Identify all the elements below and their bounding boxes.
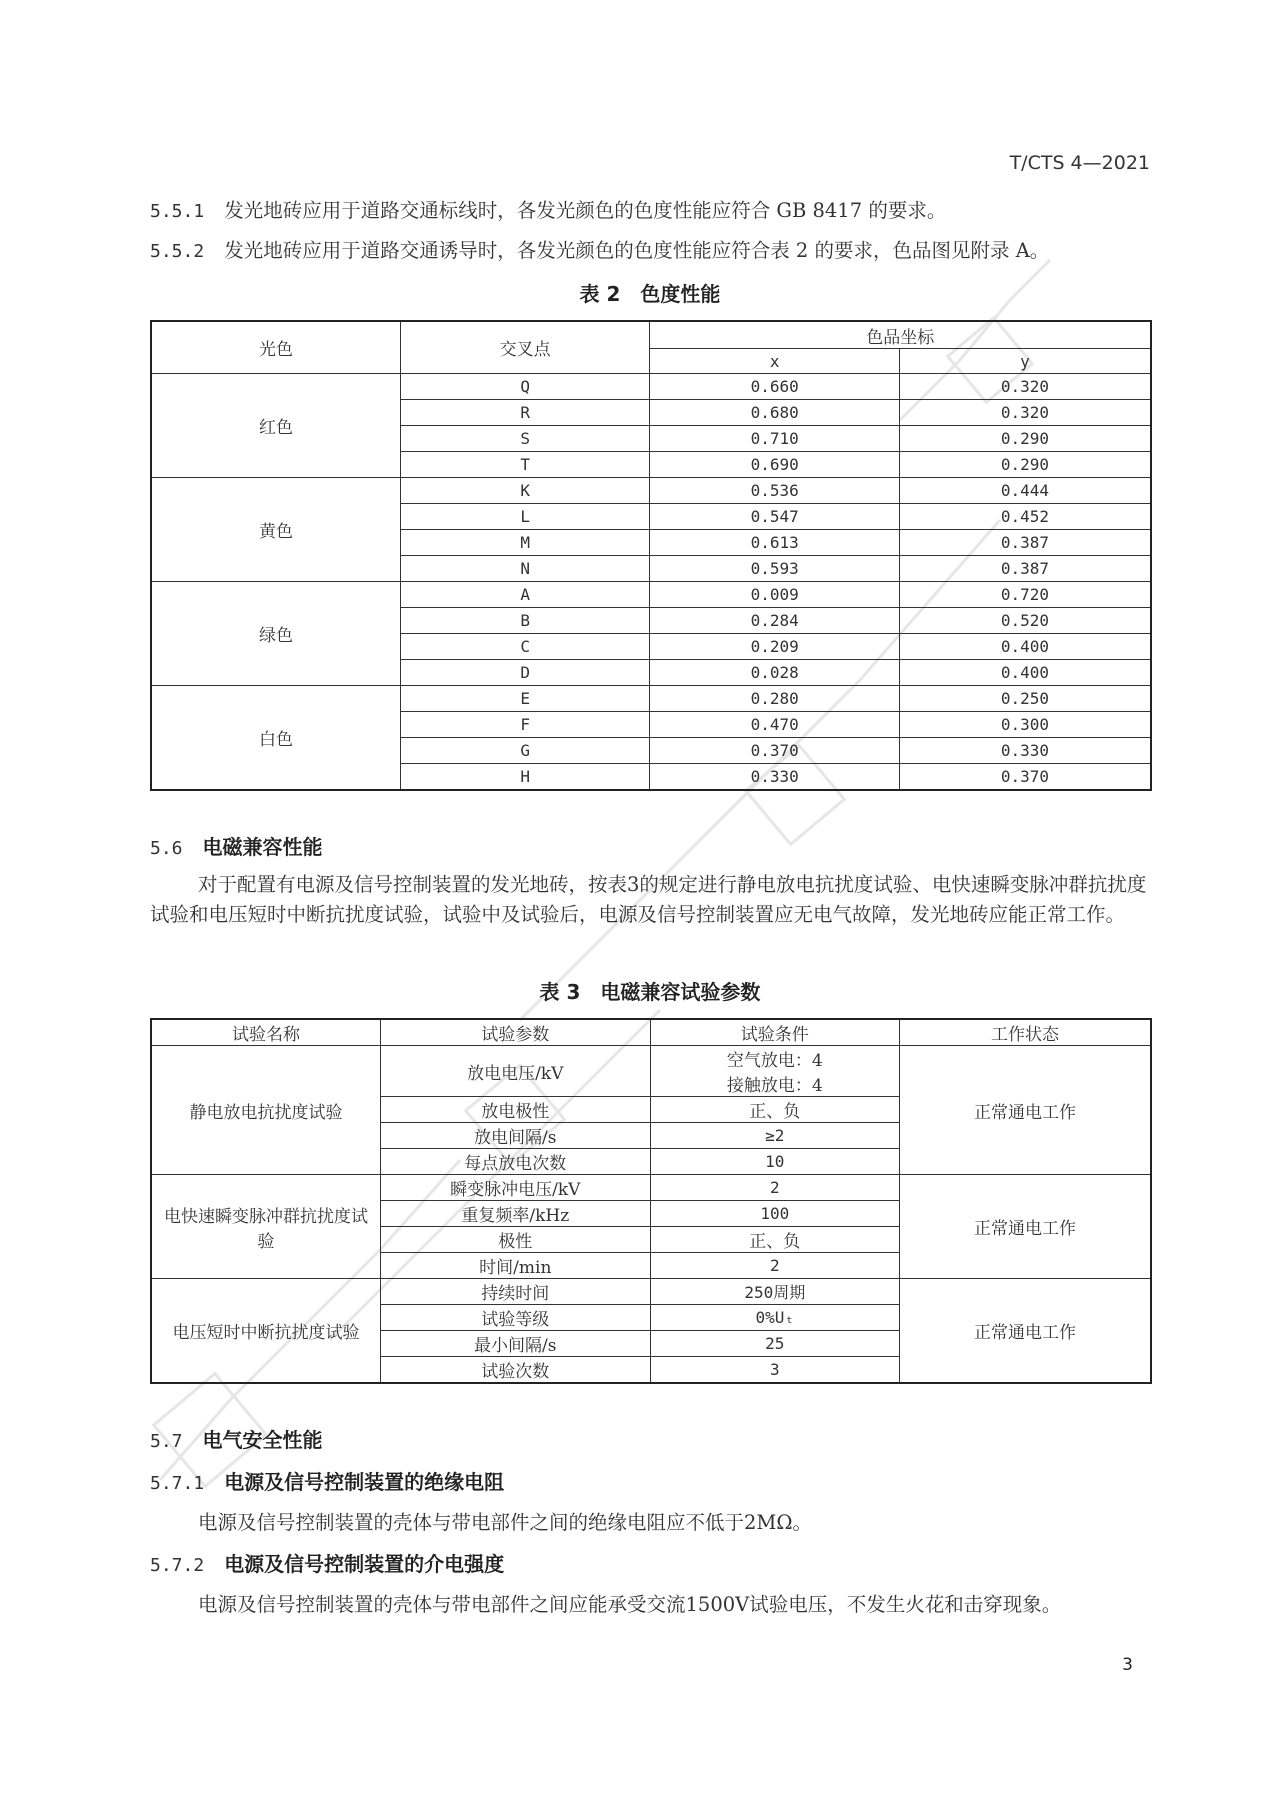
clause-text: 发光地砖应用于道路交通诱导时，各发光颜色的色度性能应符合表 2 的要求，色品图见附录 A。	[224, 239, 1050, 262]
test-param-cell: 放电间隔/s	[381, 1123, 651, 1149]
test-param-cell: 时间/min	[381, 1253, 651, 1279]
point-cell: F	[400, 712, 649, 738]
point-cell: B	[400, 608, 649, 634]
condition-line: 空气放电：4	[726, 1051, 823, 1071]
x-value-cell: 0.593	[650, 556, 900, 582]
y-value-cell: 0.444	[899, 478, 1151, 504]
x-value-cell: 0.690	[650, 452, 900, 478]
clause-number: 5.7.1	[150, 1473, 205, 1494]
color-name-cell: 白色	[151, 686, 400, 791]
section-5-6-heading	[150, 832, 1150, 864]
section-5-6-body: 对于配置有电源及信号控制装置的发光地砖，按表3的规定进行静电放电抗扰度试验、电快速瞬变脉冲群抗扰度试验和电压短时中断抗扰度试验，试验中及试验后，电源及信号控制装置应无电气故障，发光地砖应能正常工作。	[150, 873, 1147, 926]
point-cell: A	[400, 582, 649, 608]
y-value-cell: 0.330	[899, 738, 1151, 764]
work-state-cell: 正常通电工作	[900, 1175, 1151, 1279]
header-point: 交叉点	[400, 321, 649, 374]
x-value-cell: 0.028	[650, 660, 900, 686]
y-value-cell: 0.300	[899, 712, 1151, 738]
header-y: y	[899, 349, 1151, 374]
point-cell: C	[400, 634, 649, 660]
point-cell: R	[400, 400, 649, 426]
y-value-cell: 0.400	[899, 660, 1151, 686]
header-x: x	[650, 349, 900, 374]
condition-line: 接触放电：4	[726, 1076, 823, 1096]
test-param-cell: 极性	[381, 1227, 651, 1253]
test-name-cell: 静电放电抗扰度试验	[151, 1046, 381, 1175]
header-test-name: 试验名称	[151, 1019, 381, 1046]
test-param-cell: 每点放电次数	[381, 1149, 651, 1175]
x-value-cell: 0.710	[650, 426, 900, 452]
clause-number: 5.5.2	[150, 241, 205, 262]
clause-title: 电源及信号控制装置的绝缘电阻	[224, 1470, 505, 1494]
clause-number: 5.7.2	[150, 1555, 205, 1576]
y-value-cell: 0.387	[899, 530, 1151, 556]
condition-line: 2	[769, 1178, 780, 1197]
header-color: 光色	[151, 321, 400, 374]
point-cell: E	[400, 686, 649, 712]
header-test-param: 试验参数	[381, 1019, 651, 1046]
table-row	[151, 686, 1151, 712]
x-value-cell: 0.009	[650, 582, 900, 608]
condition-line: 10	[765, 1152, 785, 1171]
condition-line: 正、负	[749, 1102, 801, 1122]
test-condition-cell	[650, 1305, 900, 1331]
x-value-cell: 0.536	[650, 478, 900, 504]
clause-5-5-1	[150, 196, 1150, 227]
condition-line: 0%Uₜ	[755, 1308, 795, 1327]
test-condition-cell	[650, 1201, 900, 1227]
test-param-cell: 持续时间	[381, 1279, 651, 1305]
table-row	[151, 374, 1151, 400]
test-param-cell: 最小间隔/s	[381, 1331, 651, 1357]
test-condition-cell	[650, 1046, 900, 1097]
color-name-cell: 绿色	[151, 582, 400, 686]
test-condition-cell	[650, 1149, 900, 1175]
clause-5-5-2	[150, 236, 1150, 267]
clause-5-7-1-heading	[150, 1467, 1150, 1499]
clause-5-7-1-body: 电源及信号控制装置的壳体与带电部件之间的绝缘电阻应不低于2MΩ。	[198, 1511, 813, 1534]
x-value-cell: 0.613	[650, 530, 900, 556]
x-value-cell: 0.470	[650, 712, 900, 738]
y-value-cell: 0.290	[899, 426, 1151, 452]
table2-caption: 表 2 色度性能	[579, 282, 721, 306]
test-condition-cell	[650, 1357, 900, 1384]
point-cell: K	[400, 478, 649, 504]
table-row	[151, 1175, 1151, 1201]
work-state-cell: 正常通电工作	[900, 1046, 1151, 1175]
chromaticity-table	[150, 320, 1152, 791]
section-title: 电气安全性能	[202, 1428, 323, 1452]
clause-5-7-2-body: 电源及信号控制装置的壳体与带电部件之间应能承受交流1500V试验电压，不发生火花和击穿现象。	[198, 1593, 1062, 1616]
condition-line: 25	[765, 1334, 785, 1353]
point-cell: D	[400, 660, 649, 686]
clause-5-7-2-heading	[150, 1549, 1150, 1581]
section-number: 5.7	[150, 1431, 183, 1452]
test-param-cell: 试验等级	[381, 1305, 651, 1331]
test-condition-cell	[650, 1279, 900, 1305]
test-condition-cell	[650, 1097, 900, 1123]
y-value-cell: 0.250	[899, 686, 1151, 712]
test-param-cell: 放电极性	[381, 1097, 651, 1123]
condition-line: ≥2	[765, 1126, 785, 1145]
y-value-cell: 0.320	[899, 400, 1151, 426]
table-row	[151, 1046, 1151, 1097]
y-value-cell: 0.520	[899, 608, 1151, 634]
condition-line: 3	[769, 1360, 780, 1379]
y-value-cell: 0.400	[899, 634, 1151, 660]
y-value-cell: 0.370	[899, 764, 1151, 791]
test-param-cell: 瞬变脉冲电压/kV	[381, 1175, 651, 1201]
test-condition-cell	[650, 1123, 900, 1149]
table-row	[151, 478, 1151, 504]
table3-caption: 表 3 电磁兼容试验参数	[539, 980, 761, 1004]
y-value-cell: 0.387	[899, 556, 1151, 582]
condition-line: 250周期	[744, 1283, 806, 1302]
clause-number: 5.5.1	[150, 201, 205, 222]
test-param-cell: 重复频率/kHz	[381, 1201, 651, 1227]
point-cell: M	[400, 530, 649, 556]
point-cell: T	[400, 452, 649, 478]
x-value-cell: 0.209	[650, 634, 900, 660]
point-cell: Q	[400, 374, 649, 400]
y-value-cell: 0.720	[899, 582, 1151, 608]
color-name-cell: 黄色	[151, 478, 400, 582]
test-condition-cell	[650, 1253, 900, 1279]
section-title: 电磁兼容性能	[202, 835, 323, 859]
test-name-cell: 电快速瞬变脉冲群抗扰度试验	[151, 1175, 381, 1279]
x-value-cell: 0.547	[650, 504, 900, 530]
test-param-cell: 放电电压/kV	[381, 1046, 651, 1097]
test-param-cell: 试验次数	[381, 1357, 651, 1384]
section-number: 5.6	[150, 838, 183, 859]
condition-line: 100	[760, 1204, 790, 1223]
x-value-cell: 0.284	[650, 608, 900, 634]
emc-test-table	[150, 1018, 1152, 1384]
condition-line: 正、负	[749, 1232, 801, 1252]
point-cell: S	[400, 426, 649, 452]
x-value-cell: 0.370	[650, 738, 900, 764]
y-value-cell: 0.320	[899, 374, 1151, 400]
y-value-cell: 0.290	[899, 452, 1151, 478]
clause-text: 发光地砖应用于道路交通标线时，各发光颜色的色度性能应符合 GB 8417 的要求。	[224, 199, 947, 222]
test-condition-cell	[650, 1331, 900, 1357]
test-condition-cell	[650, 1175, 900, 1201]
point-cell: H	[400, 764, 649, 791]
x-value-cell: 0.330	[650, 764, 900, 791]
x-value-cell: 0.660	[650, 374, 900, 400]
header-test-condition: 试验条件	[650, 1019, 900, 1046]
point-cell: L	[400, 504, 649, 530]
work-state-cell: 正常通电工作	[900, 1279, 1151, 1384]
clause-title: 电源及信号控制装置的介电强度	[224, 1552, 505, 1576]
header-coordinate: 色品坐标	[650, 321, 1151, 349]
test-condition-cell	[650, 1227, 900, 1253]
test-name-cell: 电压短时中断抗扰度试验	[151, 1279, 381, 1384]
section-5-7-heading	[150, 1425, 1150, 1457]
table-row	[151, 1279, 1151, 1305]
y-value-cell: 0.452	[899, 504, 1151, 530]
condition-line: 2	[769, 1256, 780, 1275]
page-number: 3	[1122, 1655, 1133, 1675]
x-value-cell: 0.680	[650, 400, 900, 426]
table-row	[151, 582, 1151, 608]
point-cell: N	[400, 556, 649, 582]
document-code: T/CTS 4—2021	[1009, 152, 1150, 174]
header-work-state: 工作状态	[900, 1019, 1151, 1046]
color-name-cell: 红色	[151, 374, 400, 478]
point-cell: G	[400, 738, 649, 764]
x-value-cell: 0.280	[650, 686, 900, 712]
